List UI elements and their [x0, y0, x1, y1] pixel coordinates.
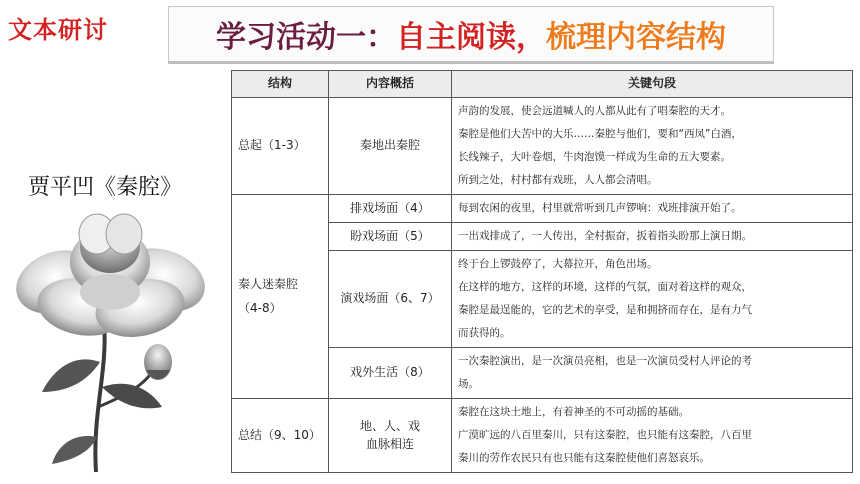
author-work: 贾平凹《秦腔》 — [28, 175, 183, 200]
structure-cell — [232, 195, 329, 399]
key-line: 一次秦腔演出，是一次演员亮相，也是一次演员受村人评论的考 — [458, 354, 752, 367]
structure-label: 秦人迷秦腔 — [238, 277, 299, 292]
key-lines-cell — [452, 98, 853, 195]
key-line: 一出戏排成了，一人传出，全村振奋，扳着指头盼那上演日期。 — [458, 229, 752, 242]
structure-cell: 总起（1-3） — [232, 98, 329, 195]
table-row — [232, 195, 853, 223]
summary-cell — [329, 399, 452, 473]
key-line: 秦腔在这块土地上，有着神圣的不可动摇的基础。 — [458, 405, 689, 418]
table-header-row — [232, 71, 853, 98]
structure-cell: 总结（9、10） — [232, 399, 329, 473]
summary-line: 地、人、戏 — [359, 419, 420, 434]
key-line: 秦腔是他们大苦中的大乐……秦腔与他们，要和“西凤”白酒， — [458, 127, 742, 140]
section-tag: 文本研讨 — [8, 16, 108, 44]
title-part-2: 自主阅读， — [396, 20, 546, 55]
header-key-lines: 关键句段 — [452, 71, 853, 98]
title-part-1: 学习活动一： — [216, 20, 396, 55]
key-line: 在这样的地方，这样的环境，这样的气氛，面对着这样的观众， — [458, 280, 752, 293]
header-structure: 结构 — [232, 71, 329, 98]
key-line: 每到农闲的夜里，村里就常听到几声锣响：戏班排演开始了。 — [458, 201, 742, 214]
key-lines-cell — [452, 348, 853, 399]
summary-cell: 排戏场面（4） — [329, 195, 452, 223]
key-line: 而获得的。 — [458, 326, 511, 339]
structure-range: （4-8） — [238, 300, 282, 315]
key-lines-cell — [452, 195, 853, 223]
summary-cell: 盼戏场面（5） — [329, 223, 452, 251]
title-part-3: 梳理内容结构 — [546, 20, 726, 55]
key-line: 广漠旷远的八百里秦川，只有这秦腔，也只能有这秦腔，八百里 — [458, 428, 752, 441]
summary-cell: 秦地出秦腔 — [329, 98, 452, 195]
key-line: 场。 — [458, 377, 479, 390]
table-row — [232, 399, 853, 473]
key-line: 长线辣子，大叶卷烟，牛肉泡馍一样成为生命的五大要素。 — [458, 150, 731, 163]
key-line: 所到之处，村村都有戏班，人人都会清唱。 — [458, 173, 658, 186]
summary-cell: 戏外生活（8） — [329, 348, 452, 399]
summary-cell: 演戏场面（6、7） — [329, 251, 452, 348]
header-summary: 内容概括 — [329, 71, 452, 98]
key-line: 秦川的劳作农民只有也只能有这秦腔使他们喜怒哀乐。 — [458, 451, 710, 464]
structure-table — [231, 70, 853, 473]
peony-flower-illustration — [12, 202, 212, 480]
key-line: 声韵的发展，使会远道喊人的人都从此有了唱秦腔的天才。 — [458, 104, 731, 117]
key-line: 终于台上锣鼓停了，大幕拉开，角色出场。 — [458, 257, 658, 270]
key-lines-cell — [452, 251, 853, 348]
table-row — [232, 98, 853, 195]
key-lines-cell — [452, 223, 853, 251]
key-line: 秦腔是最逞能的，它的艺术的享受，是和拥挤而存在，是有力气 — [458, 303, 752, 316]
summary-line: 血脉相连 — [365, 436, 414, 451]
activity-title — [168, 6, 774, 64]
key-lines-cell — [452, 399, 853, 473]
